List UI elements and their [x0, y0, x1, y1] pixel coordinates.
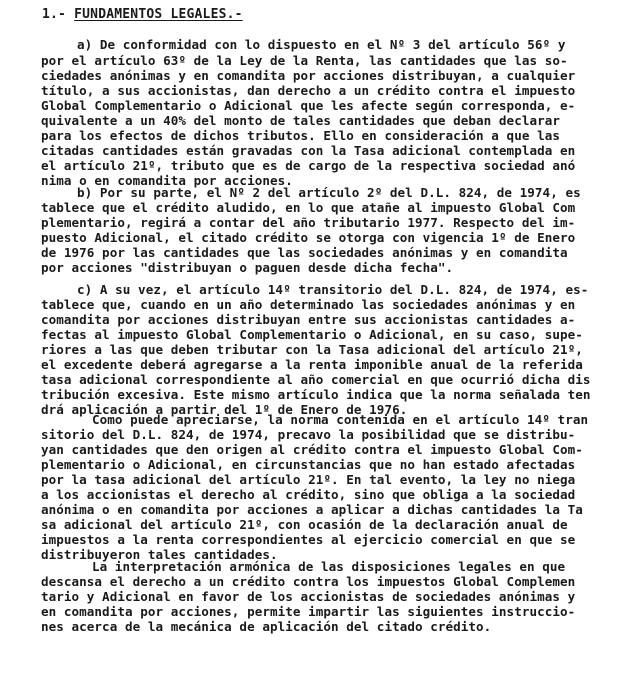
- text-line: b) Por su parte, el Nº 2 del artículo 2º del D.L. 824, de 1974, es: [77, 185, 581, 200]
- text-line: tasa adicional correspondiente al año comercial en que ocurrió dicha dis: [41, 372, 591, 387]
- text-line: plementario o Adicional, en circunstancias que no han estado afectadas: [41, 457, 576, 472]
- text-line: tablece que, cuando en un año determinado las sociedades anónimas y en: [41, 297, 576, 312]
- text-line: tribución excesiva. Este mismo artículo indica que la norma señalada ten: [41, 387, 591, 402]
- text-line: tario y Adicional en favor de los accionistas de sociedades anónimas y: [41, 589, 576, 604]
- text-line: nes acerca de la mecánica de aplicación del citado crédito.: [41, 619, 492, 634]
- text-line: para los efectos de dichos tributos. Ello en consideración a que las: [41, 128, 560, 143]
- text-line: riores a las que deben tributar con la Tasa adicional del artículo 21º,: [41, 342, 583, 357]
- text-line: descansa el derecho a un crédito contra los impuestos Global Complemen: [41, 574, 576, 589]
- text-line: quivalente a un 40% del monto de tales cantidades que deban declarar: [41, 113, 560, 128]
- text-line: por la tasa adicional del artículo 21º. En tal evento, la ley no niega: [41, 472, 576, 487]
- text-line: La interpretación armónica de las disposiciones legales en que: [92, 559, 566, 574]
- text-line: yan cantidades que den origen al crédito contra el impuesto Global Com-: [41, 442, 583, 457]
- text-line: sitorio del D.L. 824, de 1974, precavo la posibilidad que se distribu-: [41, 427, 576, 442]
- text-line: el excedente deberá agregarse a la renta imponible anual de la referida: [41, 357, 583, 372]
- text-line: Global Complementario o Adicional que les afecte según corresponda, e-: [41, 98, 576, 113]
- text-line: plementario, regirá a contar del año tributario 1977. Respecto del im-: [41, 215, 576, 230]
- text-line: c) A su vez, el artículo 14º transitorio del D.L. 824, de 1974, es-: [77, 282, 589, 297]
- text-line: tablece que el crédito aludido, en lo que atañe al impuesto Global Com: [41, 200, 576, 215]
- text-line: nima o en comandita por acciones.: [41, 173, 293, 188]
- section-number: 1.-: [42, 7, 67, 22]
- section-title: FUNDAMENTOS LEGALES.-: [74, 7, 243, 22]
- text-line: por acciones "distribuyan o paguen desde dicha fecha".: [41, 260, 454, 275]
- text-line: citadas cantidades están gravadas con la Tasa adicional contemplada en: [41, 143, 576, 158]
- text-line: el artículo 21º, tributo que es de cargo de la respectiva sociedad anó: [41, 158, 576, 173]
- text-line: anónima o en comandita por acciones a aplicar a dichas cantidades la Ta: [41, 502, 583, 517]
- text-line: de 1976 por las cantidades que las sociedades anónimas y en comandita: [41, 245, 568, 260]
- text-line: impuestos a la renta correspondientes al ejercicio comercial en que se: [41, 532, 576, 547]
- text-line: puesto Adicional, el citado crédito se otorga con vigencia 1º de Enero: [41, 230, 576, 245]
- text-line: a) De conformidad con lo dispuesto en el Nº 3 del artículo 56º y: [77, 37, 566, 52]
- text-line: comandita por acciones distribuyan entre sus accionistas cantidades a-: [41, 312, 576, 327]
- text-line: sa adicional del artículo 21º, con ocasión de la declaración anual de: [41, 517, 568, 532]
- section-heading: [42, 7, 243, 22]
- text-line: ciedades anónimas y en comandita por acciones distribuyan, a cualquier: [41, 68, 576, 83]
- text-line: distribuyeron tales cantidades.: [41, 547, 278, 562]
- text-line: Como puede apreciarse, la norma contenida en el artículo 14º tran: [92, 412, 589, 427]
- text-line: en comandita por acciones, permite impartir las siguientes instruccio-: [41, 604, 576, 619]
- text-line: fectas al impuesto Global Complementario o Adicional, en su caso, supe-: [41, 327, 583, 342]
- text-line: drá aplicación a partir del 1º de Enero de 1976.: [41, 402, 408, 417]
- text-line: a los accionistas el derecho al crédito, sino que obliga a la sociedad: [41, 487, 576, 502]
- text-line: título, a sus accionistas, dan derecho a un crédito contra el impuesto: [41, 83, 576, 98]
- text-line: por el artículo 63º de la Ley de la Renta, las cantidades que las so-: [41, 53, 568, 68]
